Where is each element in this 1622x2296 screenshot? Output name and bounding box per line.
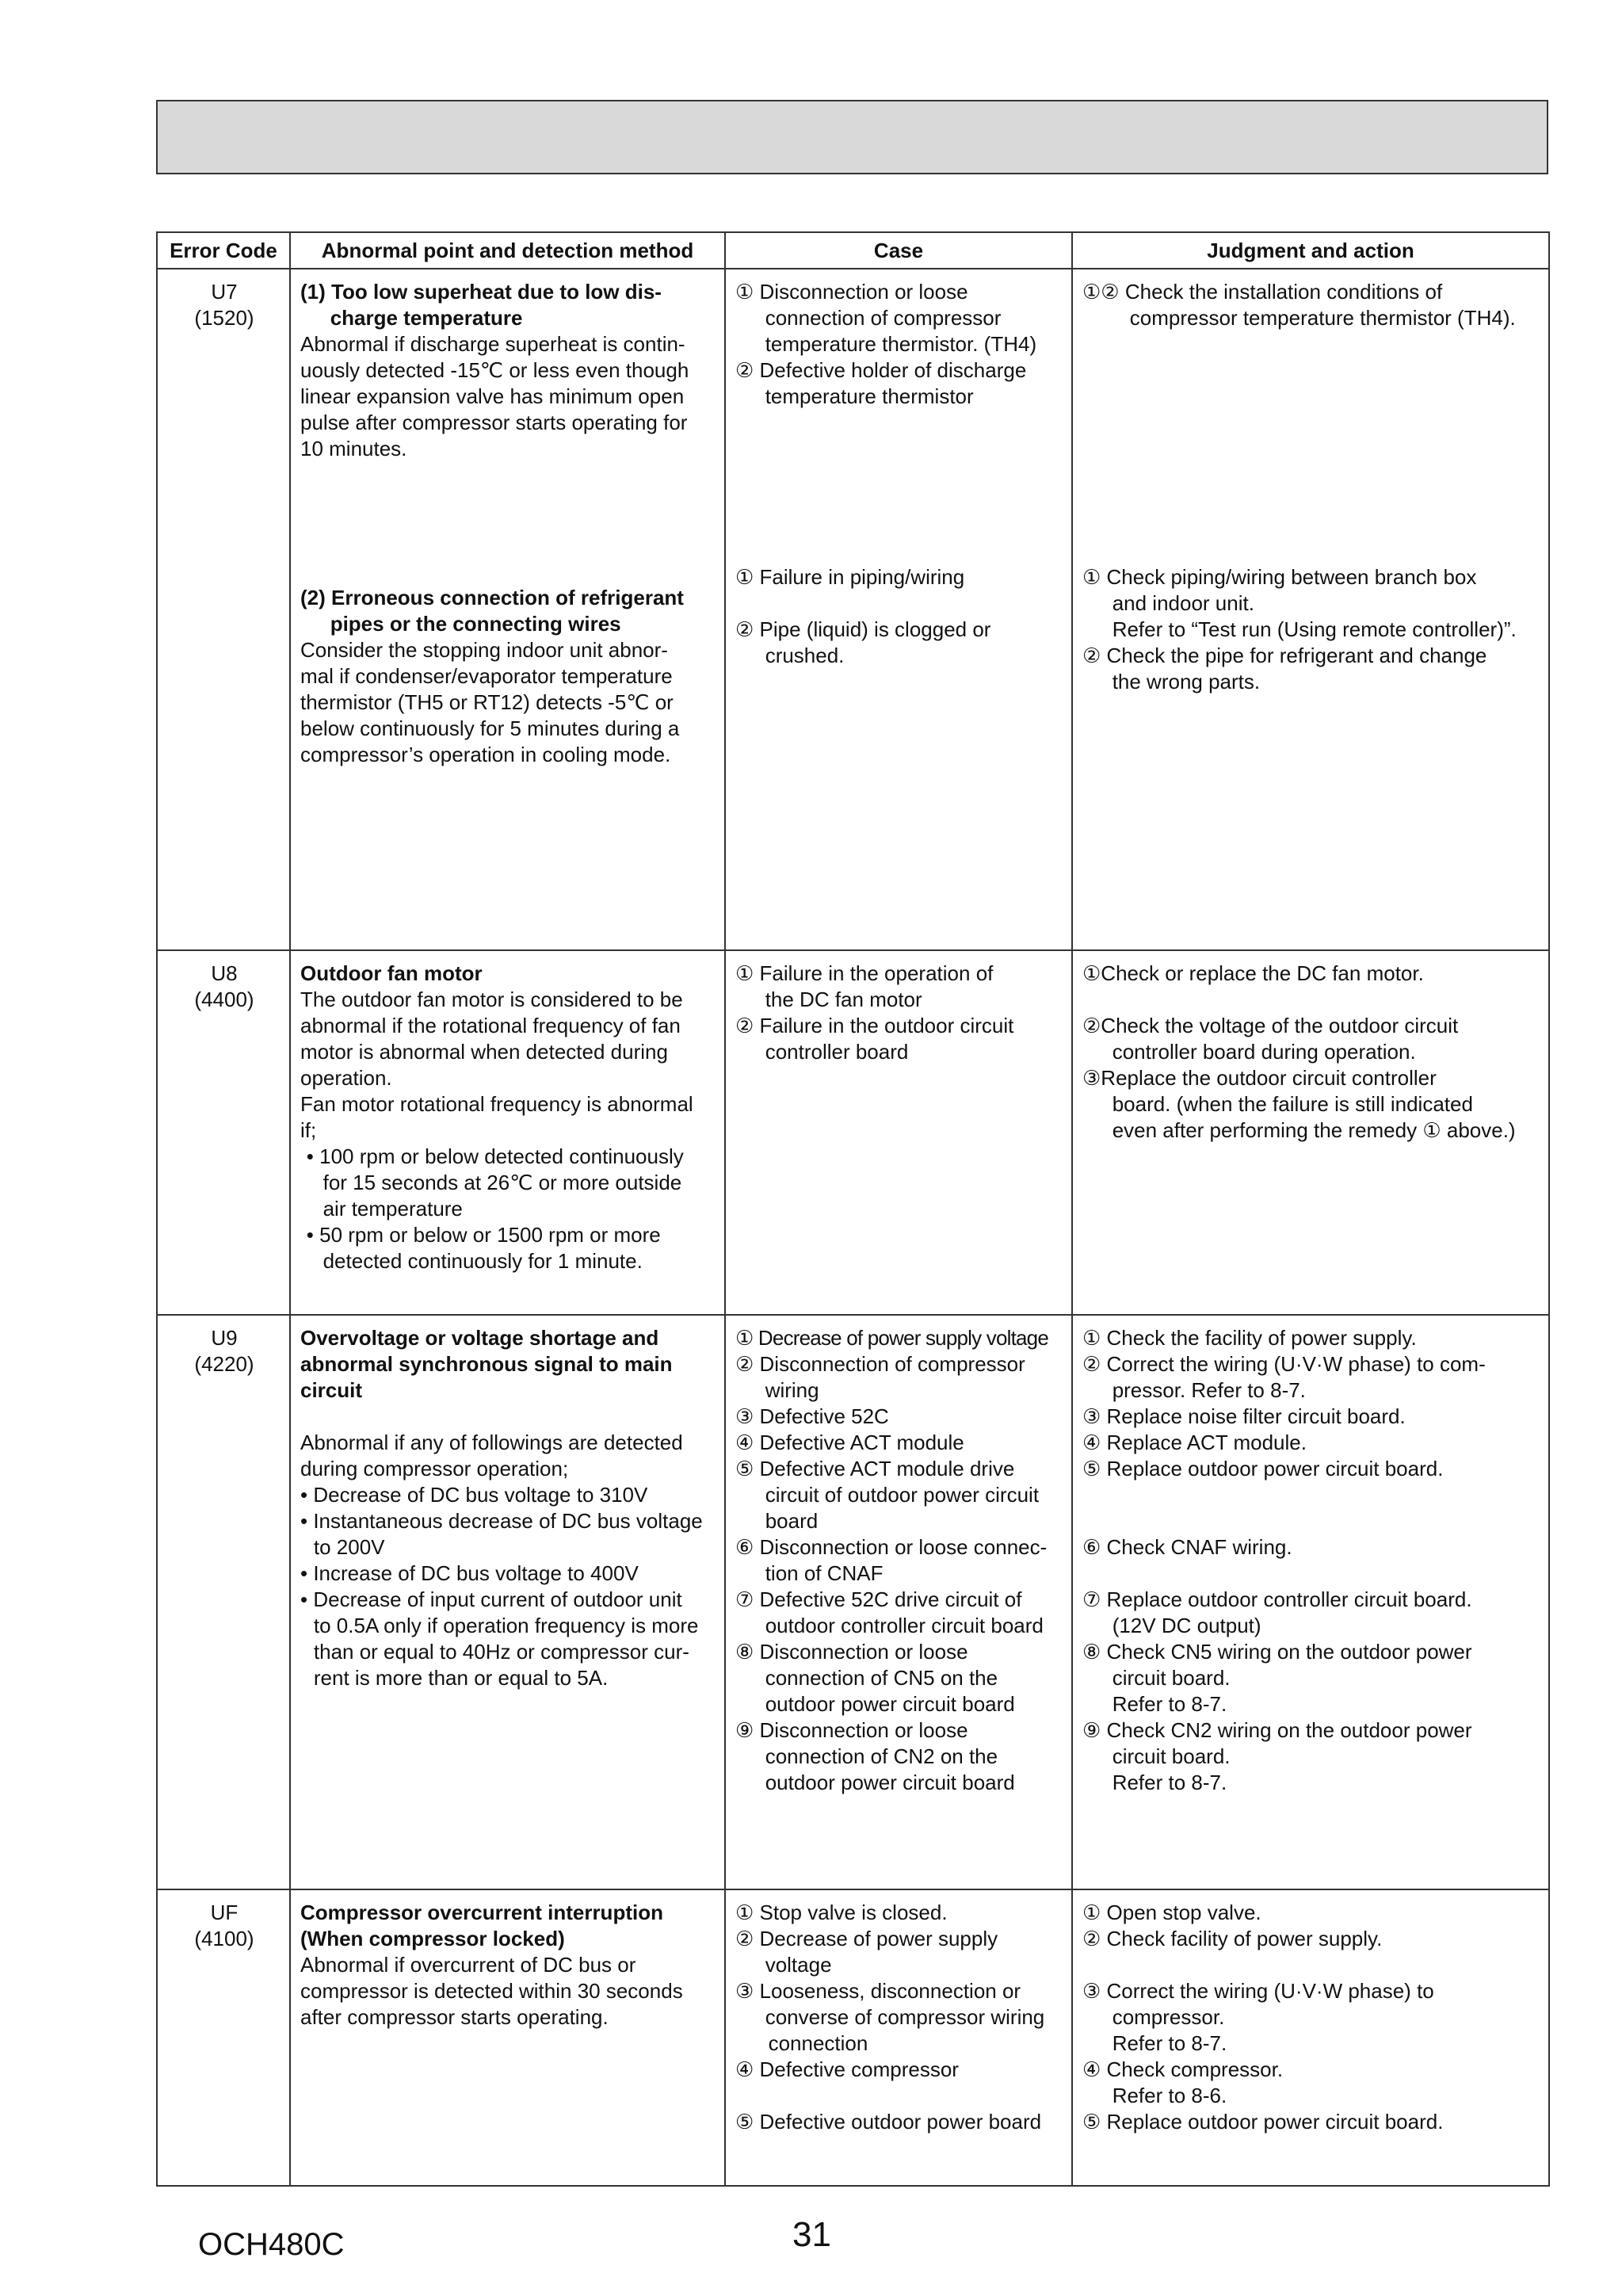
header-abnormal-point: Abnormal point and detection method [290,232,725,269]
text-line: Abnormal if overcurrent of DC bus or [300,1953,636,1977]
judgment-cell [1072,1889,1549,2186]
action-item: ⑤ Replace outdoor power circuit board. [1082,1457,1444,1480]
text-line: linear expansion valve has minimum open [300,384,685,408]
case-cell [725,1889,1072,2186]
case-cell [725,950,1072,1315]
text-line: pulse after compressor starts operating for [300,411,688,434]
text-line: during compressor operation; [300,1457,569,1480]
case-item: connection of CN5 on the [765,1666,998,1690]
action-item: ③Replace the outdoor circuit controller [1082,1066,1437,1090]
text-line: 10 minutes. [300,437,407,460]
case-item: ⑨ Disconnection or loose [735,1718,968,1742]
case-item: the DC fan motor [765,988,922,1011]
error-code: U8 [211,961,238,985]
text-line: abnormal if the rotational frequency of fan [300,1014,681,1037]
error-code-number: (4220) [194,1352,254,1376]
action-item: ⑧ Check CN5 wiring on the outdoor power [1082,1640,1472,1664]
header-case: Case [725,232,1072,269]
action-item: ①Check or replace the DC fan motor. [1082,961,1424,985]
error-code: UF [210,1901,239,1924]
case-item: crushed. [765,644,845,667]
text-line: uously detected -15℃ or less even though [300,358,689,382]
error-code-number: (4100) [194,1927,254,1950]
case-item: temperature thermistor [765,384,974,408]
case-item: board [765,1509,819,1533]
abnormal-point-cell [290,1889,725,2186]
case-item: connection of compressor [765,306,1002,330]
table-row-u8 [157,950,1549,1315]
text-line: motor is abnormal when detected during [300,1040,668,1064]
case-item: outdoor power circuit board [765,1771,1015,1794]
header-bar [156,100,1548,174]
text-line: Abnormal if any of followings are detected [300,1431,683,1454]
error-code-table [156,231,1550,2187]
case-item: connection of CN2 on the [765,1744,998,1768]
table-row-u7 [157,269,1549,950]
action-item: circuit board. [1112,1666,1231,1690]
table-row-uf [157,1889,1549,2186]
section-title: charge temperature [330,306,523,330]
case-item: ③ Looseness, disconnection or [735,1979,1021,2003]
action-item: ② Check facility of power supply. [1082,1927,1383,1950]
text-line: after compressor starts operating. [300,2005,609,2029]
bullet-line: • 50 rpm or below or 1500 rpm or more [306,1223,661,1247]
page-number: 31 [792,2215,831,2254]
error-code: U7 [211,280,238,304]
action-item: controller board during operation. [1112,1040,1416,1064]
text-line: if; [300,1118,317,1142]
abnormal-point-cell [290,950,725,1315]
bullet-line: to 200V [313,1535,385,1559]
action-item: compressor. [1112,2005,1225,2029]
action-item: ③ Correct the wiring (U·V·W phase) to [1082,1979,1434,2003]
action-item: Refer to “Test run (Using remote controller)”. [1112,617,1517,641]
action-item: circuit board. [1112,1744,1231,1768]
case-cell [725,269,1072,950]
case-item: controller board [765,1040,909,1064]
case-item: connection [768,2031,868,2055]
error-code-cell [157,950,290,1315]
abnormal-point-cell [290,1315,725,1889]
section-title: (1) Too low superheat due to low dis- [300,280,662,304]
error-code-cell [157,269,290,950]
case-item: ② Decrease of power supply [735,1927,998,1950]
case-item: ③ Defective 52C [735,1404,889,1428]
case-item: ② Defective holder of discharge [735,358,1027,382]
judgment-cell [1072,950,1549,1315]
case-item: ① Stop valve is closed. [735,1901,948,1924]
header-error-code: Error Code [157,232,290,269]
table-row-u9 [157,1315,1549,1889]
bullet-line: • Decrease of DC bus voltage to 310V [300,1483,648,1507]
case-item: ⑦ Defective 52C drive circuit of [735,1587,1022,1611]
error-code-cell [157,1889,290,2186]
action-item: ③ Replace noise filter circuit board. [1082,1404,1406,1428]
case-item: voltage [765,1953,832,1977]
section-title: circuit [300,1378,363,1402]
action-item: ① Open stop valve. [1082,1901,1261,1924]
text-line: below continuously for 5 minutes during a [300,716,680,740]
bullet-line: • Decrease of input current of outdoor unit [300,1587,682,1611]
bullet-line: rent is more than or equal to 5A. [313,1666,609,1690]
action-item: ④ Check compressor. [1082,2057,1284,2081]
error-code-cell [157,1315,290,1889]
action-item: Refer to 8-6. [1112,2084,1227,2107]
bullet-line: detected continuously for 1 minute. [322,1249,643,1273]
section-title: (When compressor locked) [300,1927,565,1950]
case-item: ④ Defective compressor [735,2057,959,2081]
case-item: ① Failure in piping/wiring [735,565,965,589]
action-item: ④ Replace ACT module. [1082,1431,1307,1454]
case-item: ④ Defective ACT module [735,1431,964,1454]
text-line: The outdoor fan motor is considered to be [300,988,683,1011]
action-item: compressor temperature thermistor (TH4). [1129,306,1516,330]
section-title: Overvoltage or voltage shortage and [300,1326,659,1350]
case-item: temperature thermistor. (TH4) [765,332,1037,356]
case-item: ⑧ Disconnection or loose [735,1640,968,1664]
action-item: ② Check the pipe for refrigerant and change [1082,644,1487,667]
action-item: ⑥ Check CNAF wiring. [1082,1535,1292,1559]
section-title: abnormal synchronous signal to main [300,1352,673,1376]
text-line: Consider the stopping indoor unit abnor- [300,638,668,662]
bullet-line: than or equal to 40Hz or compressor cur- [313,1640,689,1664]
action-item: ⑨ Check CN2 wiring on the outdoor power [1082,1718,1472,1742]
case-item: outdoor controller circuit board [765,1614,1044,1637]
case-cell [725,1315,1072,1889]
action-item: Refer to 8-7. [1112,2031,1227,2055]
case-item: ② Failure in the outdoor circuit [735,1014,1014,1037]
error-code-number: (4400) [194,988,254,1011]
case-item: ⑤ Defective ACT module drive [735,1457,1015,1480]
case-item: circuit of outdoor power circuit [765,1483,1040,1507]
action-item: the wrong parts. [1112,670,1261,693]
action-item: Refer to 8-7. [1112,1692,1227,1716]
case-item: wiring [765,1378,819,1402]
case-item: ① Failure in the operation of [735,961,994,985]
model-number: OCH480C [198,2227,345,2262]
section-title: Compressor overcurrent interruption [300,1901,663,1924]
action-item: ② Correct the wiring (U·V·W phase) to com- [1082,1352,1486,1376]
abnormal-point-cell [290,269,725,950]
action-item: even after performing the remedy ① above.) [1112,1118,1516,1142]
section-title: Outdoor fan motor [300,961,483,985]
action-item: ①② Check the installation conditions of [1082,280,1443,304]
text-line: compressor is detected within 30 seconds [300,1979,683,2003]
case-item: ⑤ Defective outdoor power board [735,2110,1042,2134]
case-item: tion of CNAF [765,1561,884,1585]
section-title: (2) Erroneous connection of refrigerant [300,586,684,609]
case-item: ② Pipe (liquid) is clogged or [735,617,991,641]
text-line: compressor’s operation in cooling mode. [300,743,671,766]
bullet-line: air temperature [322,1197,463,1221]
case-item: converse of compressor wiring [765,2005,1045,2029]
table-header-row [157,232,1549,269]
error-code-number: (1520) [194,306,254,330]
bullet-line: to 0.5A only if operation frequency is more [313,1614,699,1637]
case-item: ⑥ Disconnection or loose connec- [735,1535,1048,1559]
text-line: operation. [300,1066,392,1090]
error-code: U9 [211,1326,238,1350]
text-line: thermistor (TH5 or RT12) detects -5℃ or [300,690,674,714]
case-item: outdoor power circuit board [765,1692,1015,1716]
judgment-cell [1072,269,1549,950]
action-item: pressor. Refer to 8-7. [1112,1378,1306,1402]
judgment-cell [1072,1315,1549,1889]
bullet-line: • Increase of DC bus voltage to 400V [300,1561,639,1585]
text-line: mal if condenser/evaporator temperature [300,664,673,688]
action-item: ⑤ Replace outdoor power circuit board. [1082,2110,1444,2134]
action-item: board. (when the failure is still indicated [1112,1092,1473,1116]
bullet-line: for 15 seconds at 26℃ or more outside [322,1171,682,1194]
action-item: ②Check the voltage of the outdoor circuit [1082,1014,1459,1037]
action-item: ⑦ Replace outdoor controller circuit board. [1082,1587,1472,1611]
case-item: ① Decrease of power supply voltage [735,1326,1048,1350]
header-judgment: Judgment and action [1072,232,1549,269]
action-item: and indoor unit. [1112,591,1254,615]
text-line: Abnormal if discharge superheat is contin- [300,332,685,356]
case-item: ② Disconnection of compressor [735,1352,1025,1376]
case-item: ① Disconnection or loose [735,280,968,304]
bullet-line: • Instantaneous decrease of DC bus voltage [300,1509,703,1533]
bullet-line: • 100 rpm or below detected continuously [306,1144,684,1168]
section-title: pipes or the connecting wires [330,612,621,636]
action-item: ① Check piping/wiring between branch box [1082,565,1477,589]
action-item: (12V DC output) [1112,1614,1261,1637]
text-line: Fan motor rotational frequency is abnormal [300,1092,693,1116]
action-item: Refer to 8-7. [1112,1771,1227,1794]
action-item: ① Check the facility of power supply. [1082,1326,1417,1350]
